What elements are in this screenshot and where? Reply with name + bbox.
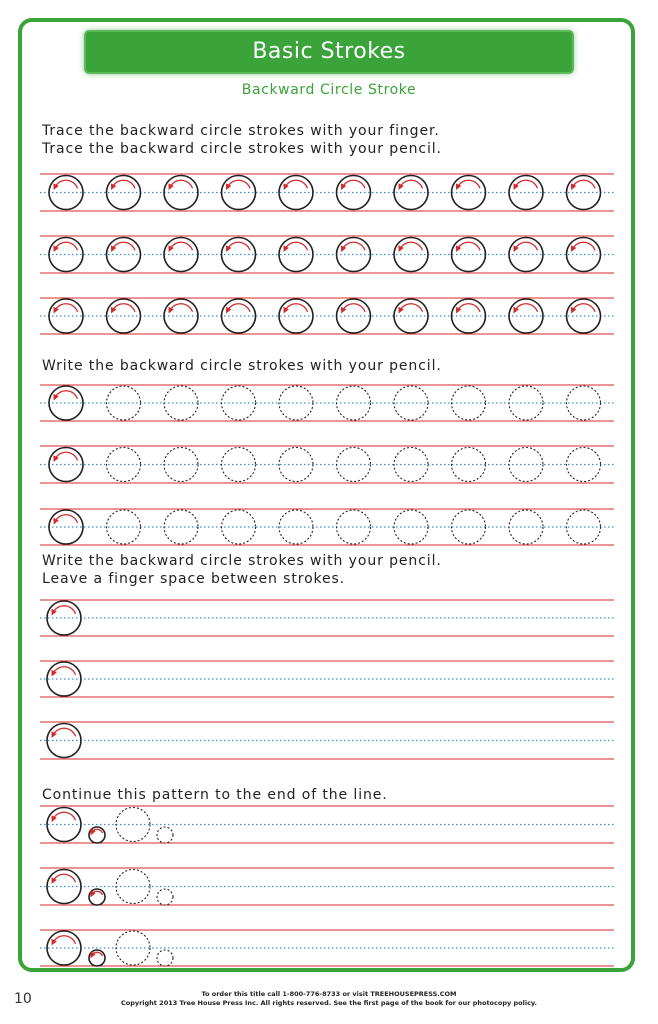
direction-arrow (170, 180, 193, 188)
dotted-circle-guide (157, 950, 173, 966)
direction-arrow (572, 180, 595, 188)
page-subtitle: Backward Circle Stroke (241, 82, 417, 98)
direction-arrow (53, 667, 76, 675)
dotted-circle-guide (222, 448, 256, 482)
dotted-circle-guide (509, 448, 543, 482)
direction-arrow (572, 304, 595, 312)
dotted-circle-guide (157, 889, 173, 905)
direction-arrow (400, 180, 423, 188)
direction-arrow (285, 242, 308, 250)
dotted-circle-guide (567, 448, 601, 482)
direction-arrow (342, 180, 365, 188)
direction-arrow (572, 242, 595, 250)
direction-arrow (457, 180, 480, 188)
direction-arrow (515, 242, 538, 250)
dotted-circle-guide (567, 510, 601, 544)
direction-arrow (285, 180, 308, 188)
direction-arrow (400, 242, 423, 250)
direction-arrow (92, 891, 103, 895)
direction-arrow (457, 304, 480, 312)
dotted-circle-guide (107, 386, 141, 420)
dotted-circle-guide (394, 510, 428, 544)
dotted-circle-guide (567, 386, 601, 420)
trace-instruction-finger: Trace the backward circle strokes with your finger. (42, 123, 440, 139)
direction-arrow (53, 606, 76, 614)
dotted-circle-guide (394, 386, 428, 420)
page-number: 10 (14, 991, 32, 1007)
direction-arrow (92, 952, 103, 956)
direction-arrow (112, 304, 135, 312)
spaced-instruction-write: Write the backward circle strokes with your pencil. (42, 553, 442, 569)
dotted-circle-guide (509, 510, 543, 544)
direction-arrow (53, 936, 76, 944)
direction-arrow (55, 391, 78, 399)
direction-arrow (170, 242, 193, 250)
order-footer: To order this title call 1-800-776-8733 or visit TREEHOUSEPRESS.COM (201, 990, 457, 998)
direction-arrow (457, 242, 480, 250)
direction-arrow (55, 304, 78, 312)
direction-arrow (227, 180, 250, 188)
direction-arrow (53, 728, 76, 736)
direction-arrow (170, 304, 193, 312)
dotted-circle-guide (107, 510, 141, 544)
direction-arrow (55, 242, 78, 250)
direction-arrow (515, 304, 538, 312)
direction-arrow (55, 515, 78, 523)
direction-arrow (53, 812, 76, 820)
direction-arrow (55, 452, 78, 460)
dotted-circle-guide (157, 827, 173, 843)
direction-arrow (92, 829, 103, 833)
direction-arrow (53, 874, 76, 882)
copyright-footer: Copyright 2013 Tree House Press Inc. All rights reserved. See the first page of the book for our photocopy policy. (120, 999, 538, 1007)
dotted-circle-guide (509, 386, 543, 420)
direction-arrow (227, 304, 250, 312)
direction-arrow (515, 180, 538, 188)
page-title: Basic Strokes (252, 39, 406, 64)
spaced-instruction-space: Leave a finger space between strokes. (42, 571, 346, 587)
dotted-circle-guide (222, 510, 256, 544)
direction-arrow (227, 242, 250, 250)
dotted-circle-guide (222, 386, 256, 420)
trace-instruction-pencil: Trace the backward circle strokes with your pencil. (42, 141, 442, 157)
direction-arrow (55, 180, 78, 188)
direction-arrow (112, 242, 135, 250)
direction-arrow (342, 242, 365, 250)
direction-arrow (112, 180, 135, 188)
write-instruction: Write the backward circle strokes with your pencil. (42, 358, 442, 374)
direction-arrow (285, 304, 308, 312)
dotted-circle-guide (107, 448, 141, 482)
direction-arrow (342, 304, 365, 312)
direction-arrow (400, 304, 423, 312)
pattern-instruction: Continue this pattern to the end of the line. (42, 787, 388, 803)
dotted-circle-guide (394, 448, 428, 482)
